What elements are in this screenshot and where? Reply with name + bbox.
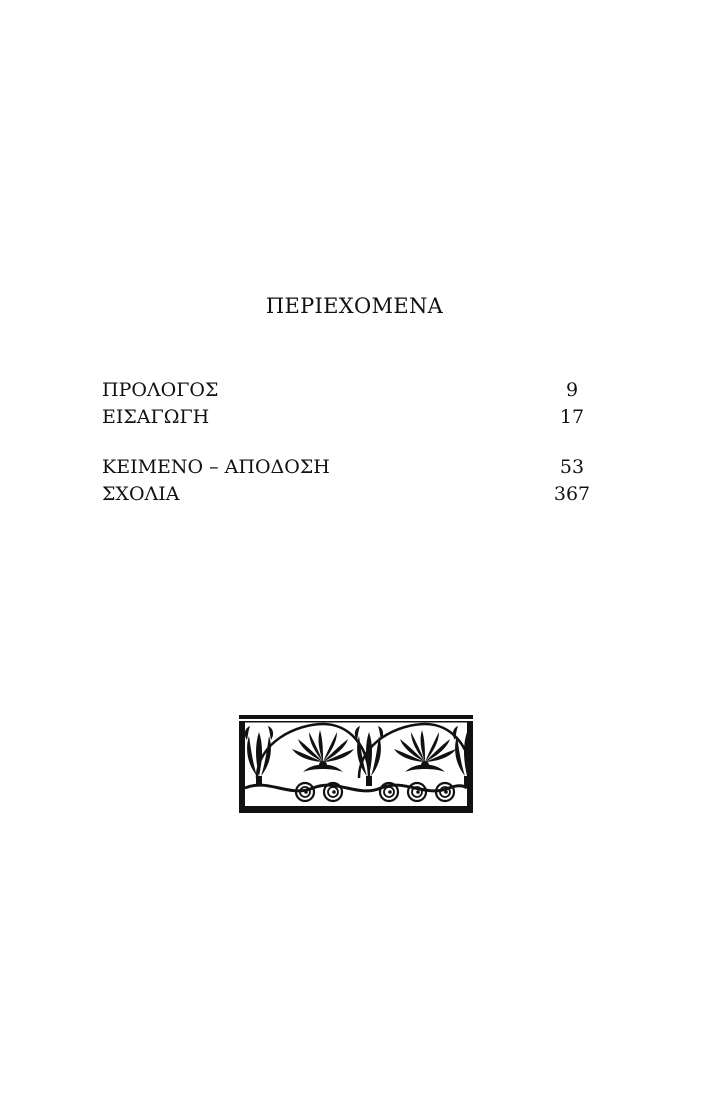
toc-group-front-matter xyxy=(102,377,602,431)
toc-entry-page: 17 xyxy=(559,406,585,428)
toc-entry-label: ΣΧΟΛΙΑ xyxy=(102,483,180,505)
toc-entry-label: ΕΙΣΑΓΩΓΗ xyxy=(102,406,210,428)
toc-group-main xyxy=(102,454,602,508)
toc-entry xyxy=(102,481,602,508)
toc-entry xyxy=(102,404,602,431)
toc-entry-label: ΚΕΙΜΕΝΟ – ΑΠΟΔΟΣΗ xyxy=(102,456,330,478)
toc-entry-page: 9 xyxy=(565,379,579,401)
toc-entry xyxy=(102,454,602,481)
toc-entry-label: ΠΡΟΛΟΓΟΣ xyxy=(102,379,219,401)
toc-entry-page: 367 xyxy=(553,483,591,505)
toc-entry-page: 53 xyxy=(559,456,585,478)
toc-entry xyxy=(102,377,602,404)
page-title: ΠΕΡΙΕΧΟΜΕΝΑ xyxy=(265,294,444,318)
palmette-frieze-icon xyxy=(239,712,473,816)
